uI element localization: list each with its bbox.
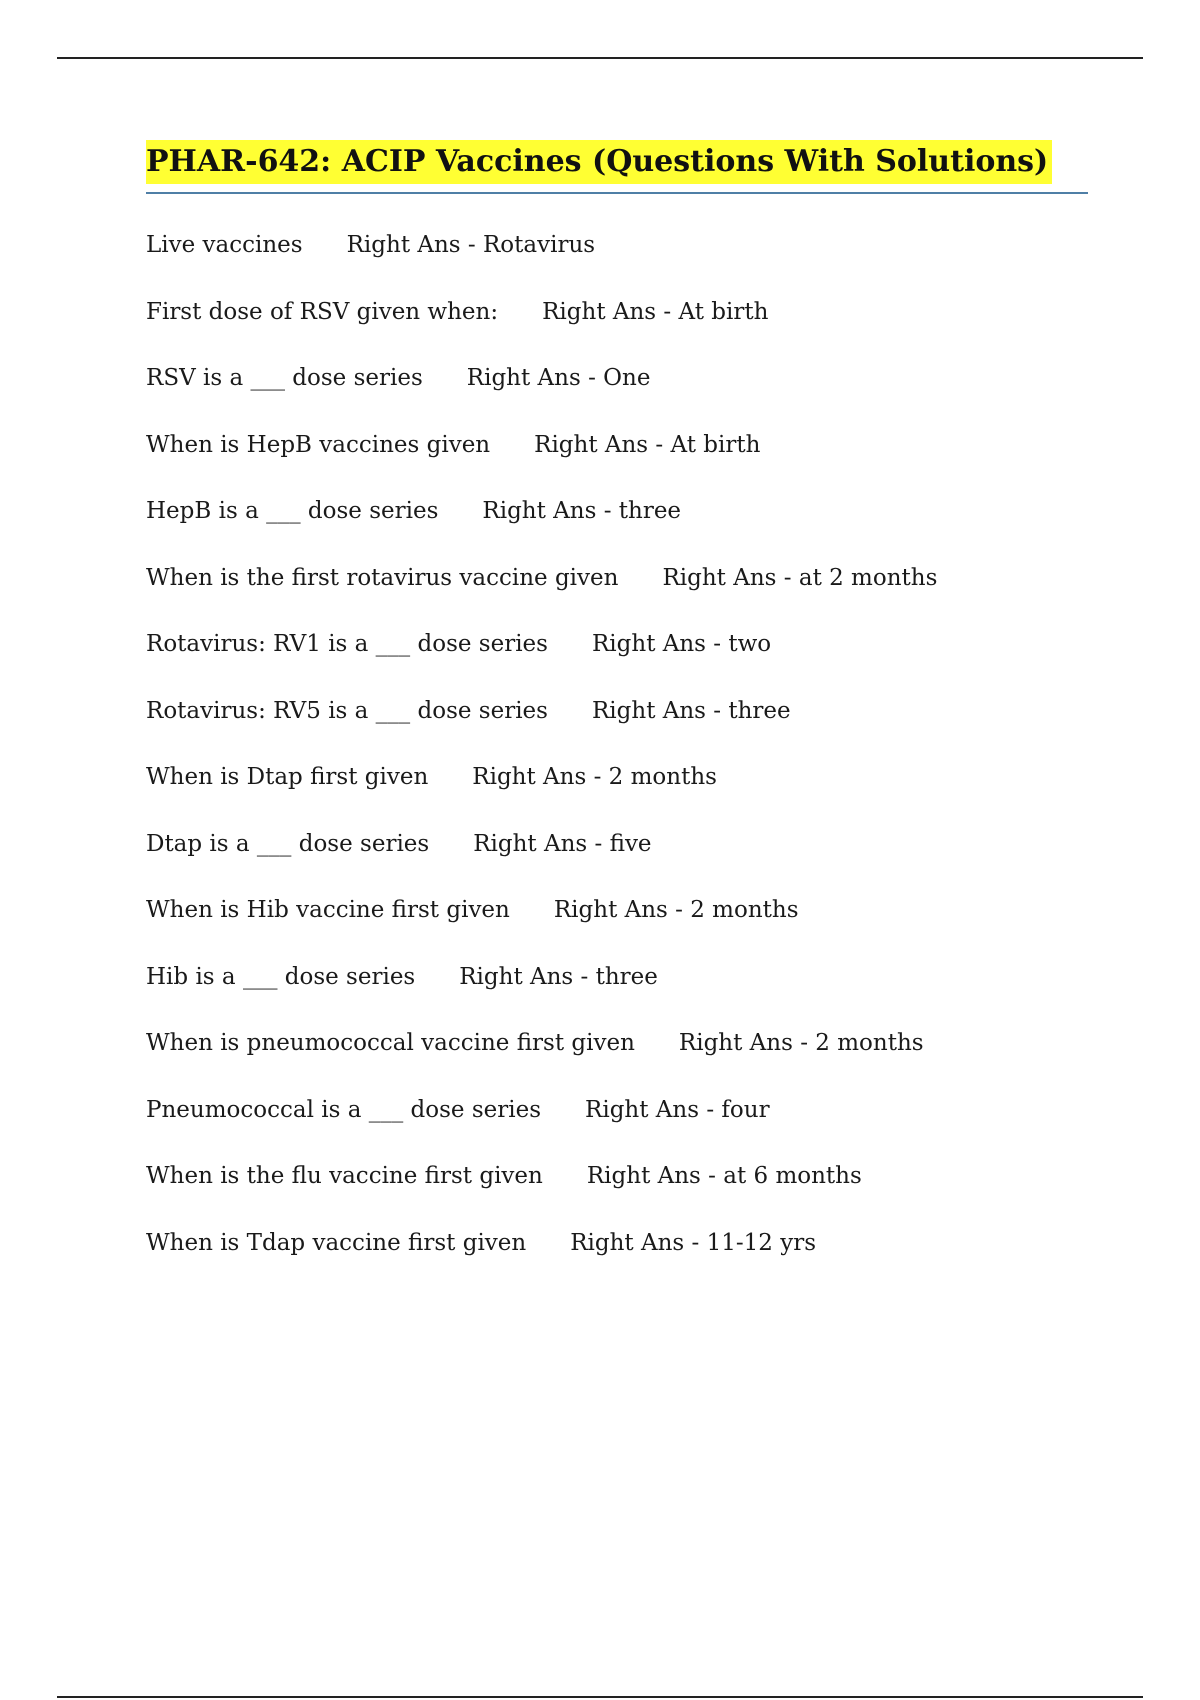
answer-text: Right Ans - four [585, 1096, 770, 1123]
question-text: When is pneumococcal vaccine first given [146, 1030, 635, 1056]
question-text: First dose of RSV given when: [146, 298, 499, 325]
answer-text: Right Ans - 11-12 yrs [570, 1229, 817, 1256]
qa-item [146, 290, 1106, 357]
question-text: Hib is a ___ dose series [146, 963, 416, 990]
question-text: Pneumococcal is a ___ dose series [146, 1096, 542, 1123]
top-divider [57, 57, 1143, 59]
answer-text: Right Ans - Rotavirus [346, 232, 596, 258]
question-text: Rotavirus: RV5 is a ___ dose series [146, 697, 548, 724]
qa-item [146, 955, 1106, 1022]
answer-text: Right Ans - 2 months [472, 764, 717, 790]
qa-item [146, 1154, 1106, 1221]
qa-list [146, 223, 1106, 1287]
answer-text: Right Ans - three [459, 963, 658, 990]
qa-item [146, 423, 1106, 490]
question-text: Live vaccines [146, 232, 303, 258]
answer-text: Right Ans - 2 months [678, 1030, 924, 1056]
answer-text: Right Ans - At birth [534, 431, 761, 458]
qa-item [146, 356, 1106, 423]
answer-text: Right Ans - two [591, 631, 772, 657]
answer-text: Right Ans - One [466, 365, 651, 391]
qa-item [146, 755, 1106, 822]
qa-item [146, 1021, 1106, 1088]
question-text: Rotavirus: RV1 is a ___ dose series [146, 631, 548, 657]
title-block [146, 140, 1088, 194]
answer-text: Right Ans - three [482, 498, 682, 524]
qa-item [146, 489, 1106, 556]
question-text: HepB is a ___ dose series [146, 498, 439, 524]
answer-text: Right Ans - at 2 months [662, 564, 938, 591]
question-text: When is Dtap first given [146, 764, 429, 790]
qa-item [146, 888, 1106, 955]
bottom-divider [57, 1696, 1143, 1698]
document-title: PHAR-642: ACIP Vaccines (Questions With Solutions) [146, 140, 1052, 184]
question-text: When is Hib vaccine first given [146, 897, 510, 923]
question-text: When is the first rotavirus vaccine given [146, 564, 619, 591]
answer-text: Right Ans - 2 months [553, 897, 799, 923]
answer-text: Right Ans - at 6 months [586, 1163, 862, 1189]
answer-text: Right Ans - At birth [542, 298, 769, 325]
question-text: RSV is a ___ dose series [146, 365, 423, 391]
qa-item [146, 822, 1106, 889]
qa-item [146, 689, 1106, 756]
qa-item [146, 556, 1106, 623]
qa-item [146, 223, 1106, 290]
qa-item [146, 1221, 1106, 1288]
answer-text: Right Ans - three [591, 697, 791, 724]
qa-item [146, 1088, 1106, 1155]
qa-item [146, 622, 1106, 689]
question-text: When is HepB vaccines given [146, 431, 491, 458]
question-text: When is Tdap vaccine first given [146, 1229, 527, 1256]
answer-text: Right Ans - five [473, 830, 652, 857]
question-text: When is the flu vaccine first given [146, 1163, 543, 1189]
question-text: Dtap is a ___ dose series [146, 830, 430, 857]
